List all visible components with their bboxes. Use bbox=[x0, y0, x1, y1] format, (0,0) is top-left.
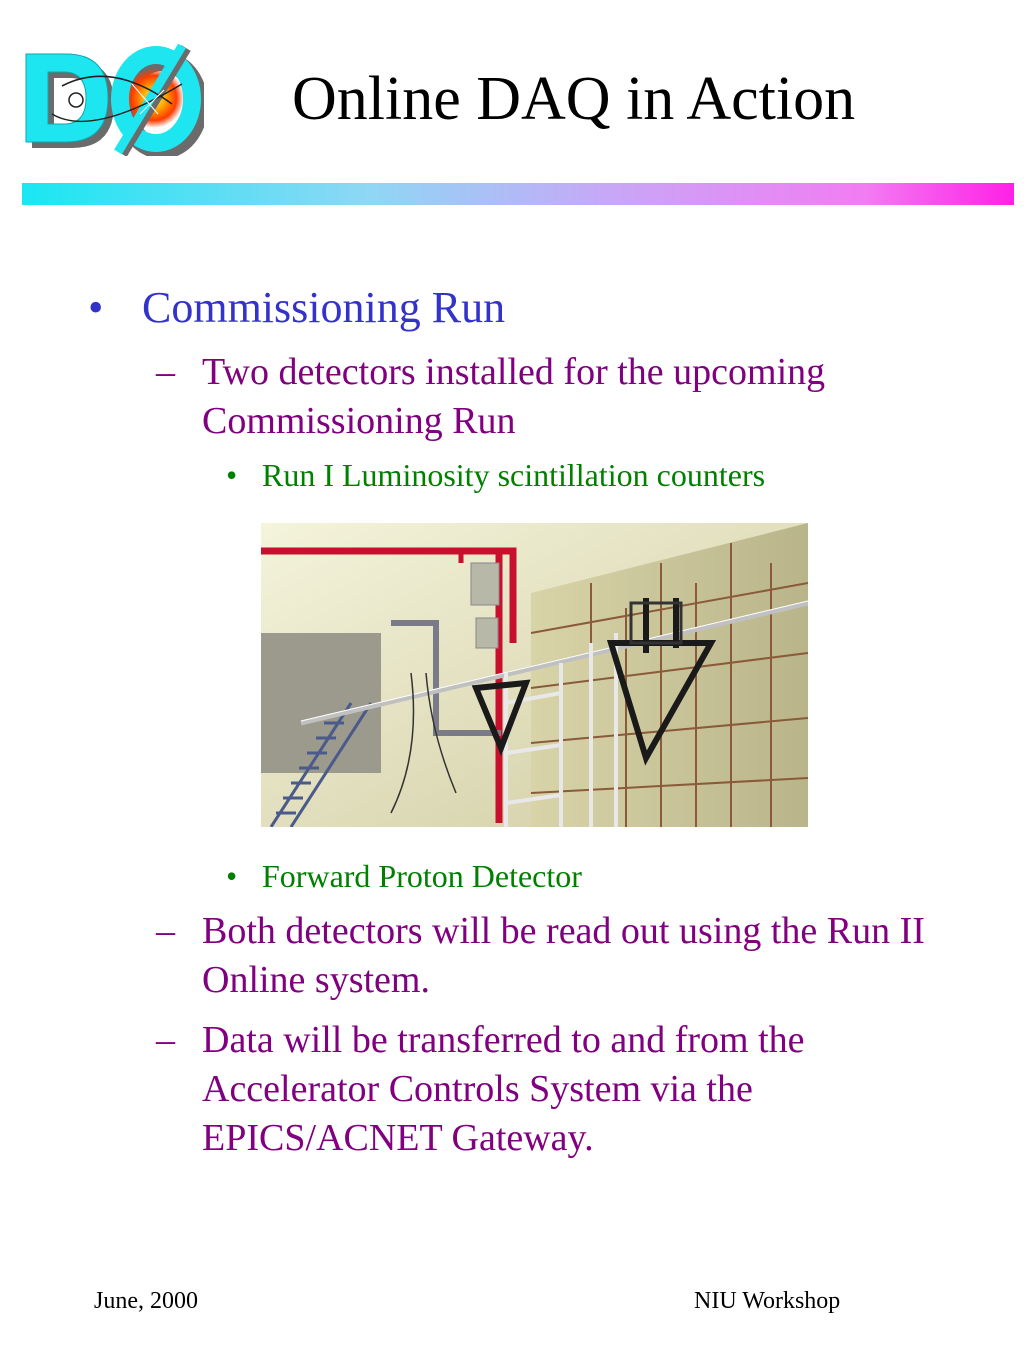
d0-experiment-logo-icon bbox=[22, 44, 204, 156]
subsubbullet-text: Run I Luminosity scintillation counters bbox=[262, 457, 766, 493]
bullet-text: Commissioning Run bbox=[142, 283, 506, 332]
bullet-marker: • bbox=[226, 457, 238, 493]
slide-title: Online DAQ in Action bbox=[292, 65, 856, 133]
bullet-marker: • bbox=[226, 858, 238, 894]
subbullet-text: Data will be transferred to and from the Accelerator Controls System via the EPICS/ACNET Gateway. bbox=[202, 1019, 805, 1159]
footer-date: June, 2000 bbox=[94, 1288, 198, 1314]
subbullet-text: Both detectors will be read out using the Run II Online system. bbox=[202, 910, 925, 1001]
subbullet-text: Two detectors installed for the upcoming Commissioning Run bbox=[202, 351, 826, 442]
bullet-marker: • bbox=[88, 283, 104, 332]
dash-marker: – bbox=[156, 351, 175, 393]
footer-event: NIU Workshop bbox=[694, 1288, 841, 1314]
detector-hall-photo-icon bbox=[261, 523, 808, 827]
dash-marker: – bbox=[156, 910, 175, 952]
dash-marker: – bbox=[156, 1019, 175, 1061]
subsubbullet-text: Forward Proton Detector bbox=[262, 858, 582, 894]
accent-divider-bar bbox=[22, 183, 1014, 205]
